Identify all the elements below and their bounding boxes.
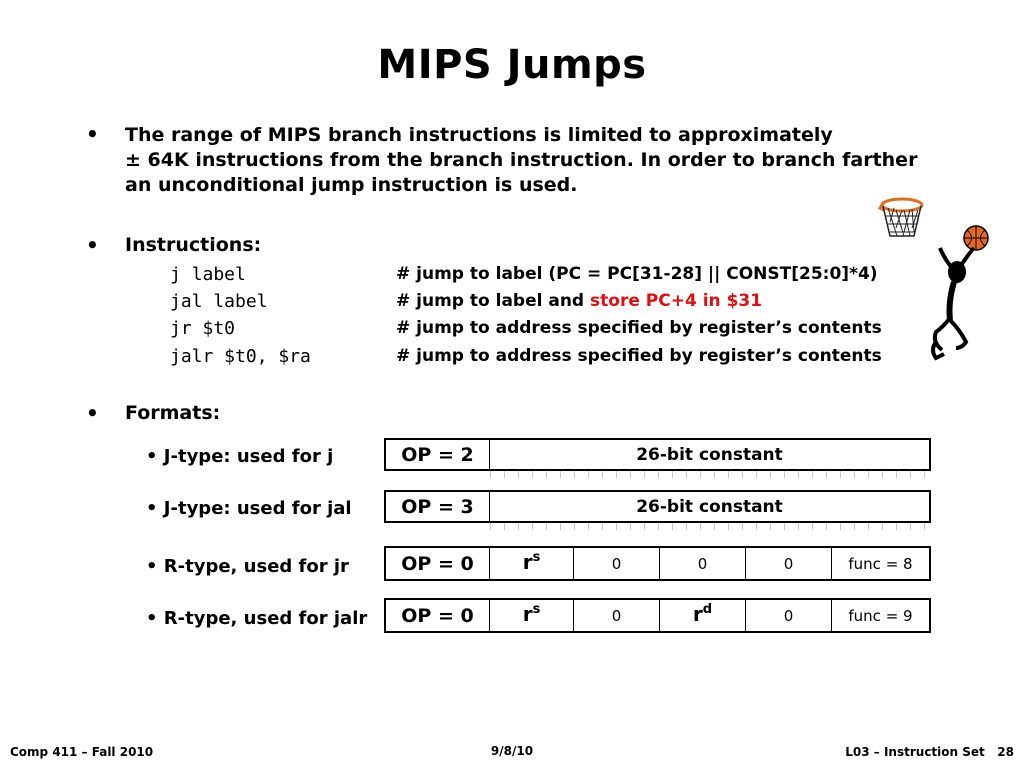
instr-comment-jal — [396, 291, 762, 311]
func-field: func = 8 — [848, 554, 913, 573]
rd-field — [660, 600, 746, 631]
bullet-range-line-1: The range of MIPS branch instructions is limited to approximately — [125, 124, 833, 146]
bullet-range-line-2: ± 64K instructions from the branch instruction. In order to branch farther — [125, 149, 918, 171]
format-box-jal — [384, 490, 931, 523]
instr-code-jr: jr $t0 — [170, 318, 236, 339]
opcode-field: OP = 0 — [386, 600, 490, 631]
bit-ticks — [490, 471, 929, 478]
sub-bullet-marker: • — [146, 446, 158, 467]
constant-field-label: 26-bit constant — [636, 497, 783, 517]
constant-field — [490, 492, 929, 521]
rs-field — [490, 548, 574, 579]
opcode-field: OP = 3 — [386, 492, 490, 521]
rs-letter: r — [522, 602, 533, 626]
rd-letter: r — [692, 602, 703, 626]
sub-bullet-marker: • — [146, 498, 158, 519]
format-label-jalr — [146, 608, 367, 629]
instr-comment-jalr: # jump to address specified by register’s contents — [396, 346, 882, 366]
footer-date: 9/8/10 — [490, 744, 534, 758]
format-box-jalr — [384, 598, 931, 633]
rs-subscript: s — [532, 550, 541, 565]
sub-bullet-marker: • — [146, 556, 158, 577]
instr-comment-jal-text: # jump to label and — [396, 291, 591, 311]
instr-code-j: j label — [170, 264, 246, 285]
format-label-jr-text: R-type, used for jr — [163, 556, 349, 577]
rs-letter: r — [522, 550, 533, 574]
format-label-j — [146, 446, 333, 467]
rs-subscript: s — [532, 602, 541, 617]
format-label-jal-text: J-type: used for jal — [163, 498, 352, 519]
sub-bullet-marker: • — [146, 608, 158, 629]
format-label-j-text: J-type: used for j — [163, 446, 334, 467]
constant-field-label: 26-bit constant — [636, 445, 783, 465]
instr-code-jal: jal label — [170, 291, 268, 312]
bullet-marker: • — [86, 233, 99, 257]
footer-course: Comp 411 – Fall 2010 — [10, 745, 154, 759]
bullet-range-text — [125, 123, 917, 198]
bullet-range-line-3: an unconditional jump instruction is used. — [125, 174, 578, 196]
format-box-j — [384, 438, 931, 471]
constant-field — [490, 440, 929, 469]
bullet-formats-heading: Formats: — [125, 402, 221, 424]
format-label-jal — [146, 498, 352, 519]
bit-ticks — [490, 523, 929, 530]
opcode-field: OP = 0 — [386, 548, 490, 579]
basketball-player-icon — [870, 192, 1000, 367]
page-title: MIPS Jumps — [377, 42, 647, 88]
opcode-field: OP = 2 — [386, 440, 490, 469]
rd-field: 0 — [660, 548, 746, 579]
func-field: func = 9 — [848, 606, 913, 625]
shamt-field: 0 — [746, 548, 832, 579]
instr-comment-jr: # jump to address specified by register’s contents — [396, 318, 882, 338]
instr-code-jalr: jalr $t0, $ra — [170, 346, 311, 367]
shamt-field: 0 — [746, 600, 832, 631]
rs-field — [490, 600, 574, 631]
format-box-jr — [384, 546, 931, 581]
rt-field: 0 — [574, 548, 660, 579]
format-label-jalr-text: R-type, used for jalr — [163, 608, 368, 629]
format-label-jr — [146, 556, 349, 577]
bullet-instructions-heading: Instructions: — [125, 234, 262, 256]
bullet-marker: • — [86, 401, 99, 425]
footer-slide-number: L03 – Instruction Set 28 — [845, 745, 1014, 759]
instr-comment-jal-highlight: store PC+4 in $31 — [590, 291, 763, 311]
rd-subscript: d — [702, 602, 713, 617]
instr-comment-j: # jump to label (PC = PC[31-28] || CONST[25:0]*4) — [396, 264, 878, 284]
rt-field: 0 — [574, 600, 660, 631]
bullet-marker: • — [86, 122, 99, 146]
